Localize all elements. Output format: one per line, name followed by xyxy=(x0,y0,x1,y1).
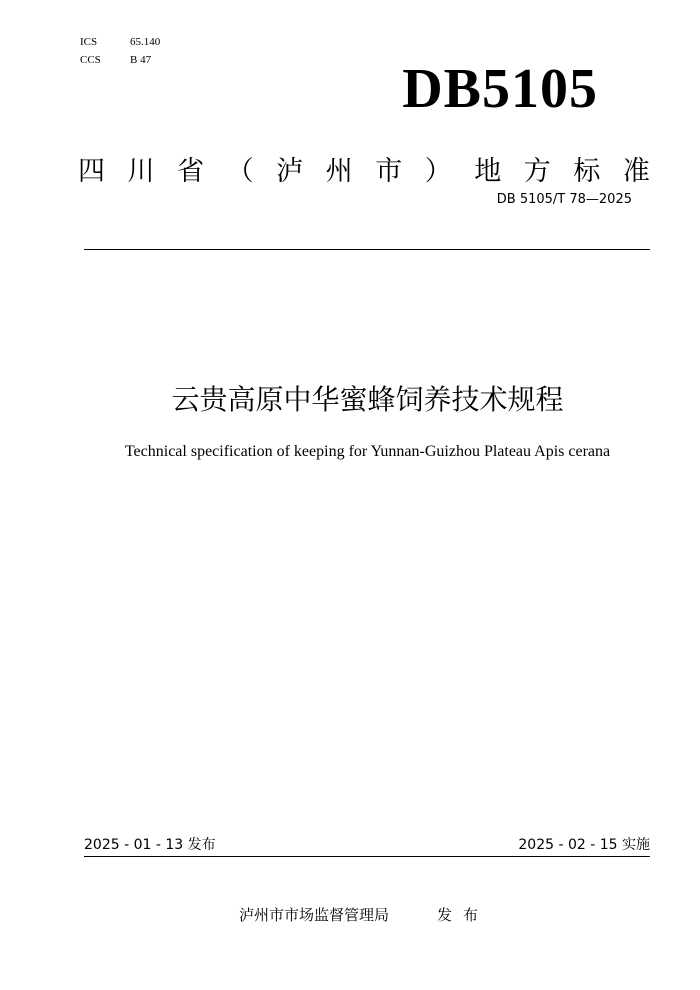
footer-divider xyxy=(84,856,650,857)
standard-logo: DB5105 xyxy=(402,58,598,120)
org-char: 市 xyxy=(375,156,403,187)
ics-label: ICS xyxy=(80,36,98,48)
issue-label: 发布 xyxy=(437,906,490,924)
ccs-value: B 47 xyxy=(130,54,152,66)
org-char: 四 xyxy=(78,156,105,187)
org-char: ） xyxy=(424,156,452,187)
org-char: 地 xyxy=(474,156,502,187)
implementation-date: 2025 - 02 - 15 实施 xyxy=(518,837,650,853)
standard-number: DB 5105/T 78—2025 xyxy=(496,192,632,207)
org-char: （ xyxy=(226,156,254,187)
header-divider xyxy=(84,249,650,250)
release-date: 2025 - 01 - 13 发布 xyxy=(84,837,216,853)
org-char: 标 xyxy=(573,156,601,187)
issuing-authority: 泸州市市场监督管理局 xyxy=(239,906,390,924)
title-english: Technical specification of keeping for Yunnan-Guizhou Plateau Apis cerana xyxy=(124,443,611,460)
org-char: 方 xyxy=(523,156,551,187)
org-char: 准 xyxy=(622,156,650,187)
ccs-row xyxy=(80,51,151,69)
org-char: 州 xyxy=(325,156,353,187)
ics-value: 65.140 xyxy=(130,36,161,48)
org-char: 川 xyxy=(127,156,155,187)
org-char: 泸 xyxy=(276,156,304,187)
ics-row xyxy=(80,33,160,51)
org-char: 省 xyxy=(177,156,205,187)
ccs-label: CCS xyxy=(80,54,101,66)
title-chinese: 云贵高原中华蜜蜂饲养技术规程 xyxy=(171,383,564,416)
org-name xyxy=(78,154,650,190)
